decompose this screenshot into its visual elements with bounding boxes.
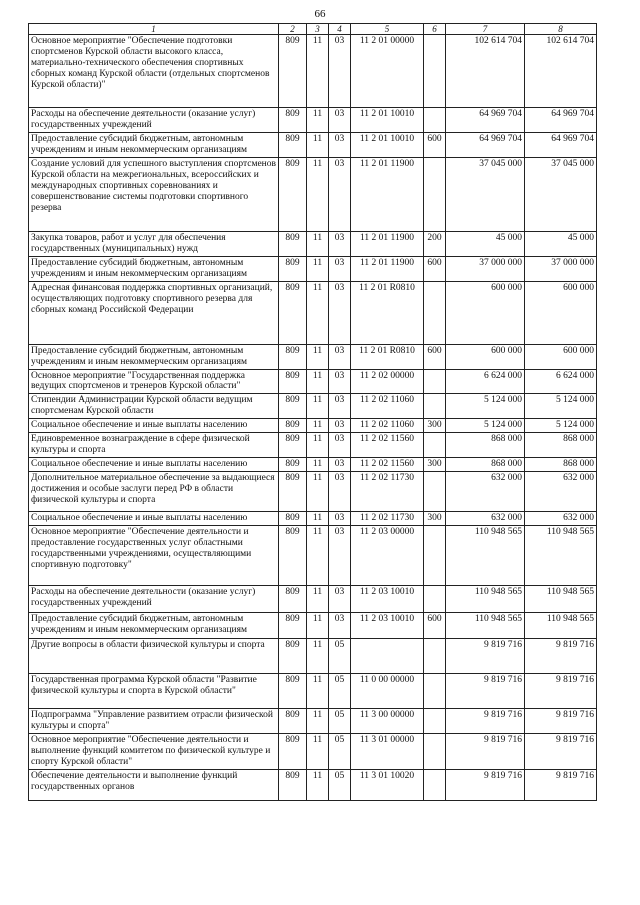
subsection-code: 03	[329, 281, 351, 344]
subsection-code: 03	[329, 433, 351, 458]
table-row	[29, 433, 597, 458]
amount-2: 5 124 000	[525, 394, 597, 419]
amount-1: 37 045 000	[446, 158, 525, 232]
amount-1: 6 624 000	[446, 369, 525, 394]
subsection-code: 03	[329, 35, 351, 108]
amount-2: 64 969 704	[525, 108, 597, 133]
column-header: 6	[424, 24, 446, 35]
section-code: 11	[307, 133, 329, 158]
row-name: Социальное обеспечение и иные выплаты населению	[29, 512, 279, 526]
table-row	[29, 344, 597, 369]
target-article-code: 11 3 01 10020	[351, 770, 424, 801]
subsection-code: 05	[329, 734, 351, 770]
row-name: Создание условий для успешного выступления спортсменов Курской области на межрегиональных, всероссийских и международных спортивных соревнованиях и совершенствование системы подготовки спортивного резерва	[29, 158, 279, 232]
amount-1: 110 948 565	[446, 586, 525, 613]
target-article-code: 11 2 01 11900	[351, 158, 424, 232]
table-row	[29, 458, 597, 472]
section-code: 11	[307, 458, 329, 472]
subsection-code: 03	[329, 613, 351, 639]
column-header: 1	[29, 24, 279, 35]
ministry-code: 809	[279, 734, 307, 770]
expense-type-code: 600	[424, 344, 446, 369]
table-row	[29, 419, 597, 433]
amount-1: 37 000 000	[446, 256, 525, 281]
table-row	[29, 472, 597, 512]
amount-2: 45 000	[525, 232, 597, 257]
table-row	[29, 369, 597, 394]
section-code: 11	[307, 344, 329, 369]
section-code: 11	[307, 108, 329, 133]
section-code: 11	[307, 674, 329, 709]
column-header: 7	[446, 24, 525, 35]
expense-type-code	[424, 709, 446, 734]
amount-2: 110 948 565	[525, 613, 597, 639]
target-article-code: 11 0 00 00000	[351, 674, 424, 709]
ministry-code: 809	[279, 344, 307, 369]
amount-1: 632 000	[446, 512, 525, 526]
row-name: Предоставление субсидий бюджетным, автономным учреждениям и иным некоммерческим организациям	[29, 613, 279, 639]
table-row	[29, 639, 597, 674]
section-code: 11	[307, 158, 329, 232]
ministry-code: 809	[279, 709, 307, 734]
expense-type-code: 300	[424, 512, 446, 526]
ministry-code: 809	[279, 158, 307, 232]
section-code: 11	[307, 526, 329, 586]
column-header: 3	[307, 24, 329, 35]
target-article-code: 11 2 01 10010	[351, 108, 424, 133]
amount-2: 110 948 565	[525, 526, 597, 586]
expense-type-code: 200	[424, 232, 446, 257]
amount-2: 9 819 716	[525, 674, 597, 709]
page-number: 66	[314, 8, 326, 20]
subsection-code: 05	[329, 770, 351, 801]
amount-2: 868 000	[525, 458, 597, 472]
target-article-code: 11 2 01 R0810	[351, 281, 424, 344]
table-row	[29, 232, 597, 257]
expense-type-code	[424, 394, 446, 419]
target-article-code: 11 2 02 11060	[351, 394, 424, 419]
subsection-code: 03	[329, 512, 351, 526]
budget-table	[28, 23, 597, 801]
ministry-code: 809	[279, 526, 307, 586]
table-row	[29, 158, 597, 232]
column-header: 8	[525, 24, 597, 35]
ministry-code: 809	[279, 281, 307, 344]
target-article-code: 11 2 02 11060	[351, 419, 424, 433]
section-code: 11	[307, 709, 329, 734]
ministry-code: 809	[279, 639, 307, 674]
row-name: Расходы на обеспечение деятельности (оказание услуг) государственных учреждений	[29, 108, 279, 133]
amount-1: 110 948 565	[446, 526, 525, 586]
row-name: Дополнительное материальное обеспечение за выдающиеся достижения и особые заслуги перед РФ в области физической культуры и спорта	[29, 472, 279, 512]
target-article-code: 11 2 02 11730	[351, 472, 424, 512]
ministry-code: 809	[279, 613, 307, 639]
subsection-code: 03	[329, 158, 351, 232]
row-name: Единовременное вознаграждение в сфере физической культуры и спорта	[29, 433, 279, 458]
table-row	[29, 133, 597, 158]
row-name: Государственная программа Курской области "Развитие физической культуры и спорта в Курской области"	[29, 674, 279, 709]
row-name: Предоставление субсидий бюджетным, автономным учреждениям и иным некоммерческим организациям	[29, 256, 279, 281]
target-article-code: 11 2 03 10010	[351, 586, 424, 613]
ministry-code: 809	[279, 369, 307, 394]
row-name: Предоставление субсидий бюджетным, автономным учреждениям и иным некоммерческим организациям	[29, 344, 279, 369]
expense-type-code	[424, 586, 446, 613]
target-article-code: 11 2 02 11560	[351, 433, 424, 458]
subsection-code: 03	[329, 526, 351, 586]
target-article-code: 11 2 03 00000	[351, 526, 424, 586]
amount-1: 600 000	[446, 281, 525, 344]
target-article-code: 11 2 01 11900	[351, 256, 424, 281]
amount-1: 9 819 716	[446, 709, 525, 734]
table-row	[29, 674, 597, 709]
amount-1: 5 124 000	[446, 419, 525, 433]
expense-type-code	[424, 158, 446, 232]
amount-1: 45 000	[446, 232, 525, 257]
subsection-code: 03	[329, 108, 351, 133]
amount-1: 110 948 565	[446, 613, 525, 639]
table-row	[29, 709, 597, 734]
target-article-code: 11 2 01 R0810	[351, 344, 424, 369]
row-name: Основное мероприятие "Государственная поддержка ведущих спортсменов и тренеров Курской области"	[29, 369, 279, 394]
subsection-code: 03	[329, 232, 351, 257]
subsection-code: 03	[329, 586, 351, 613]
subsection-code: 05	[329, 639, 351, 674]
row-name: Закупка товаров, работ и услуг для обеспечения государственных (муниципальных) нужд	[29, 232, 279, 257]
ministry-code: 809	[279, 394, 307, 419]
amount-2: 9 819 716	[525, 734, 597, 770]
expense-type-code: 300	[424, 458, 446, 472]
amount-2: 868 000	[525, 433, 597, 458]
expense-type-code	[424, 526, 446, 586]
subsection-code: 05	[329, 674, 351, 709]
subsection-code: 03	[329, 394, 351, 419]
section-code: 11	[307, 232, 329, 257]
amount-2: 9 819 716	[525, 770, 597, 801]
amount-2: 9 819 716	[525, 639, 597, 674]
ministry-code: 809	[279, 108, 307, 133]
target-article-code: 11 2 03 10010	[351, 613, 424, 639]
table-row	[29, 526, 597, 586]
section-code: 11	[307, 369, 329, 394]
expense-type-code	[424, 639, 446, 674]
expense-type-code	[424, 734, 446, 770]
amount-2: 600 000	[525, 344, 597, 369]
row-name: Обеспечение деятельности и выполнение функций государственных органов	[29, 770, 279, 801]
expense-type-code: 300	[424, 419, 446, 433]
section-code: 11	[307, 512, 329, 526]
expense-type-code	[424, 770, 446, 801]
target-article-code	[351, 639, 424, 674]
table-row	[29, 512, 597, 526]
amount-2: 9 819 716	[525, 709, 597, 734]
ministry-code: 809	[279, 433, 307, 458]
row-name: Социальное обеспечение и иные выплаты населению	[29, 419, 279, 433]
amount-1: 9 819 716	[446, 639, 525, 674]
table-row	[29, 586, 597, 613]
amount-1: 64 969 704	[446, 133, 525, 158]
expense-type-code	[424, 433, 446, 458]
section-code: 11	[307, 770, 329, 801]
ministry-code: 809	[279, 232, 307, 257]
amount-2: 632 000	[525, 472, 597, 512]
amount-2: 37 045 000	[525, 158, 597, 232]
ministry-code: 809	[279, 256, 307, 281]
row-name: Стипендии Администрации Курской области ведущим спортсменам Курской области	[29, 394, 279, 419]
subsection-code: 03	[329, 133, 351, 158]
amount-2: 37 000 000	[525, 256, 597, 281]
target-article-code: 11 2 02 11560	[351, 458, 424, 472]
amount-1: 600 000	[446, 344, 525, 369]
table-row	[29, 613, 597, 639]
target-article-code: 11 2 02 11730	[351, 512, 424, 526]
row-name: Социальное обеспечение и иные выплаты населению	[29, 458, 279, 472]
row-name: Другие вопросы в области физической культуры и спорта	[29, 639, 279, 674]
target-article-code: 11 2 01 11900	[351, 232, 424, 257]
row-name: Основное мероприятие "Обеспечение деятельности и выполнение функций комитетом по физической культуре и спорту Курской области"	[29, 734, 279, 770]
column-header: 4	[329, 24, 351, 35]
expense-type-code: 600	[424, 133, 446, 158]
subsection-code: 03	[329, 458, 351, 472]
expense-type-code	[424, 108, 446, 133]
amount-1: 64 969 704	[446, 108, 525, 133]
table-row	[29, 394, 597, 419]
row-name: Основное мероприятие "Обеспечение деятельности и предоставление государственных услуг областными государственными учреждениями, осуществляющими спортивную подготовку"	[29, 526, 279, 586]
amount-1: 632 000	[446, 472, 525, 512]
column-header: 5	[351, 24, 424, 35]
expense-type-code	[424, 281, 446, 344]
ministry-code: 809	[279, 419, 307, 433]
expense-type-code: 600	[424, 613, 446, 639]
amount-1: 9 819 716	[446, 734, 525, 770]
target-article-code: 11 2 01 00000	[351, 35, 424, 108]
subsection-code: 05	[329, 709, 351, 734]
table-row	[29, 734, 597, 770]
target-article-code: 11 2 01 10010	[351, 133, 424, 158]
table-row	[29, 256, 597, 281]
column-number-row	[29, 24, 597, 35]
ministry-code: 809	[279, 35, 307, 108]
amount-2: 600 000	[525, 281, 597, 344]
row-name: Расходы на обеспечение деятельности (оказание услуг) государственных учреждений	[29, 586, 279, 613]
section-code: 11	[307, 734, 329, 770]
ministry-code: 809	[279, 512, 307, 526]
section-code: 11	[307, 433, 329, 458]
subsection-code: 03	[329, 419, 351, 433]
section-code: 11	[307, 35, 329, 108]
section-code: 11	[307, 639, 329, 674]
amount-2: 5 124 000	[525, 419, 597, 433]
ministry-code: 809	[279, 458, 307, 472]
table-row	[29, 770, 597, 801]
ministry-code: 809	[279, 674, 307, 709]
amount-1: 868 000	[446, 458, 525, 472]
amount-1: 102 614 704	[446, 35, 525, 108]
ministry-code: 809	[279, 472, 307, 512]
ministry-code: 809	[279, 133, 307, 158]
target-article-code: 11 3 01 00000	[351, 734, 424, 770]
row-name: Адресная финансовая поддержка спортивных организаций, осуществляющих подготовку спортивного резерва для сборных команд Российской Федерации	[29, 281, 279, 344]
amount-2: 110 948 565	[525, 586, 597, 613]
table-row	[29, 35, 597, 108]
section-code: 11	[307, 394, 329, 419]
row-name: Предоставление субсидий бюджетным, автономным учреждениям и иным некоммерческим организациям	[29, 133, 279, 158]
subsection-code: 03	[329, 369, 351, 394]
amount-1: 9 819 716	[446, 770, 525, 801]
subsection-code: 03	[329, 472, 351, 512]
ministry-code: 809	[279, 770, 307, 801]
amount-1: 9 819 716	[446, 674, 525, 709]
subsection-code: 03	[329, 256, 351, 281]
amount-2: 6 624 000	[525, 369, 597, 394]
section-code: 11	[307, 586, 329, 613]
expense-type-code	[424, 472, 446, 512]
section-code: 11	[307, 472, 329, 512]
ministry-code: 809	[279, 586, 307, 613]
section-code: 11	[307, 613, 329, 639]
expense-type-code	[424, 35, 446, 108]
amount-2: 102 614 704	[525, 35, 597, 108]
expense-type-code: 600	[424, 256, 446, 281]
expense-type-code	[424, 369, 446, 394]
amount-2: 64 969 704	[525, 133, 597, 158]
table-row	[29, 108, 597, 133]
row-name: Подпрограмма "Управление развитием отрасли физической культуры и спорта"	[29, 709, 279, 734]
row-name: Основное мероприятие "Обеспечение подготовки спортсменов Курской области высокого класса, материально-технического обеспечения спортивных сборных команд Курской области (отдельных спортсменов Курской области)"	[29, 35, 279, 108]
expense-type-code	[424, 674, 446, 709]
column-header: 2	[279, 24, 307, 35]
target-article-code: 11 2 02 00000	[351, 369, 424, 394]
section-code: 11	[307, 281, 329, 344]
subsection-code: 03	[329, 344, 351, 369]
target-article-code: 11 3 00 00000	[351, 709, 424, 734]
table-row	[29, 281, 597, 344]
section-code: 11	[307, 419, 329, 433]
section-code: 11	[307, 256, 329, 281]
amount-1: 5 124 000	[446, 394, 525, 419]
amount-2: 632 000	[525, 512, 597, 526]
amount-1: 868 000	[446, 433, 525, 458]
